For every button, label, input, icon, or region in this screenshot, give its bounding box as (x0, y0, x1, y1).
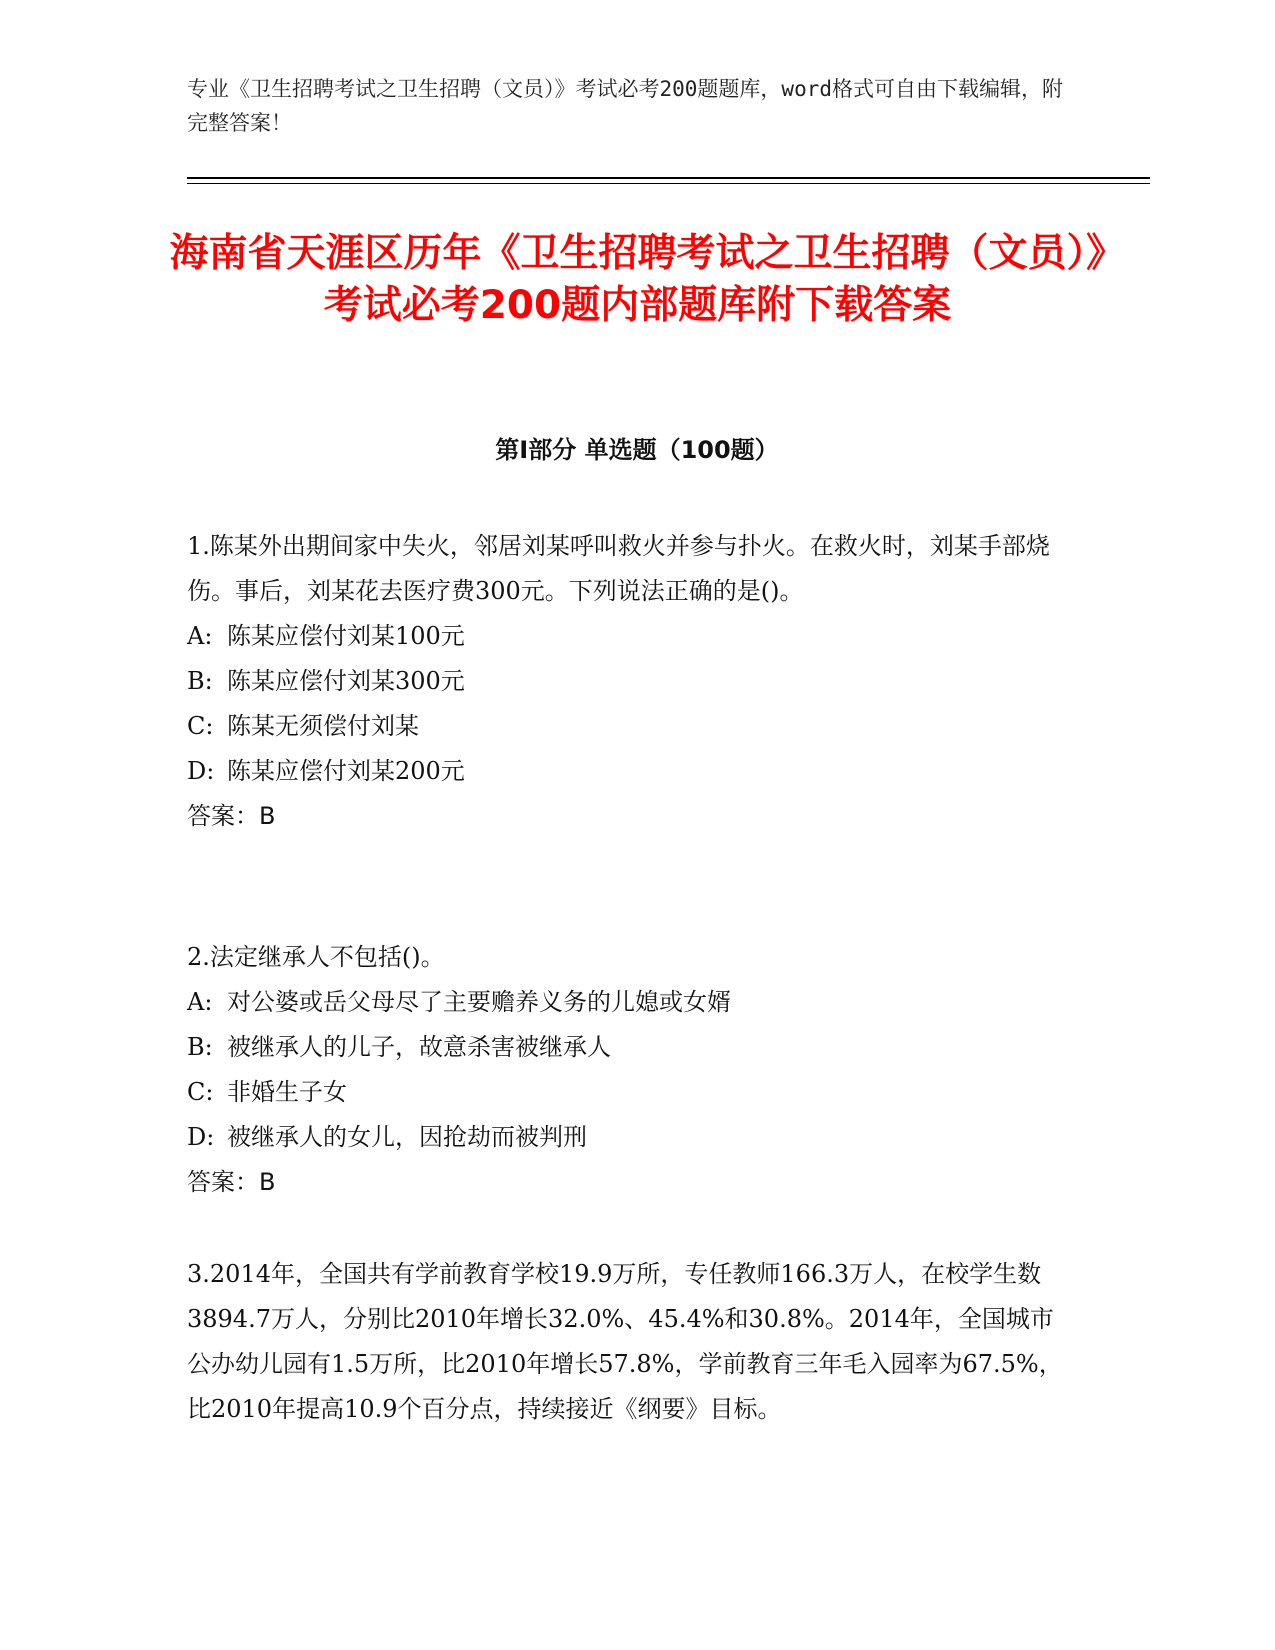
option-d (187, 749, 1067, 794)
option-key: A: (187, 622, 213, 650)
question-stem: 1.陈某外出期间家中失火，邻居刘某呼叫救火并参与扑火。在救火时，刘某手部烧伤。事后，刘某花去医疗费300元。下列说法正确的是()。 (187, 532, 1050, 605)
option-key: C: (187, 712, 214, 740)
answer-line: 答案：B (187, 1168, 276, 1196)
option-text: 陈某应偿付刘某200元 (227, 757, 465, 785)
question-2 (187, 935, 1067, 1205)
option-b (187, 659, 1067, 704)
option-c (187, 704, 1067, 749)
option-text: 陈某无须偿付刘某 (227, 712, 419, 740)
section-heading: 第I部分 单选题（100题） (495, 436, 779, 464)
option-text: 陈某应偿付刘某100元 (227, 622, 465, 650)
question-3 (187, 1252, 1067, 1432)
header-note: 专业《卫生招聘考试之卫生招聘（文员）》考试必考200题题库，word格式可自由下载编辑，附完整答案！ (187, 77, 1063, 135)
header-rule-thin (187, 183, 1150, 184)
page-title: 海南省天涯区历年《卫生招聘考试之卫生招聘（文员）》考试必考200题内部题库附下载答案 (169, 231, 1106, 328)
option-text: 被继承人的儿子，故意杀害被继承人 (227, 1033, 611, 1061)
option-a (187, 614, 1067, 659)
question-1 (187, 524, 1067, 839)
option-key: D: (187, 1123, 215, 1151)
option-key: D: (187, 757, 215, 785)
option-text: 被继承人的女儿，因抢劫而被判刑 (227, 1123, 587, 1151)
option-key: C: (187, 1078, 214, 1106)
option-text: 对公婆或岳父母尽了主要赡养义务的儿媳或女婿 (227, 988, 731, 1016)
option-a (187, 980, 1067, 1025)
option-c (187, 1070, 1067, 1115)
option-key: A: (187, 988, 213, 1016)
option-key: B: (187, 667, 213, 695)
question-stem: 3.2014年，全国共有学前教育学校19.9万所，专任教师166.3万人，在校学生数3894.7万人，分别比2010年增长32.0%、45.4%和30.8%。2014年，全国城市公办幼儿园有1.5万所，比2010年增长57.8%，学前教育三年毛入园率为67.5%，比2010年提高10.9个百分点，持续接近《纲要》目标。 (187, 1260, 1063, 1423)
option-b (187, 1025, 1067, 1070)
question-stem: 2.法定继承人不包括()。 (187, 943, 445, 971)
header-rule-thick (187, 177, 1150, 179)
option-text: 非婚生子女 (227, 1078, 347, 1106)
answer-line: 答案：B (187, 802, 276, 830)
option-text: 陈某应偿付刘某300元 (227, 667, 465, 695)
option-key: B: (187, 1033, 213, 1061)
option-d (187, 1115, 1067, 1160)
